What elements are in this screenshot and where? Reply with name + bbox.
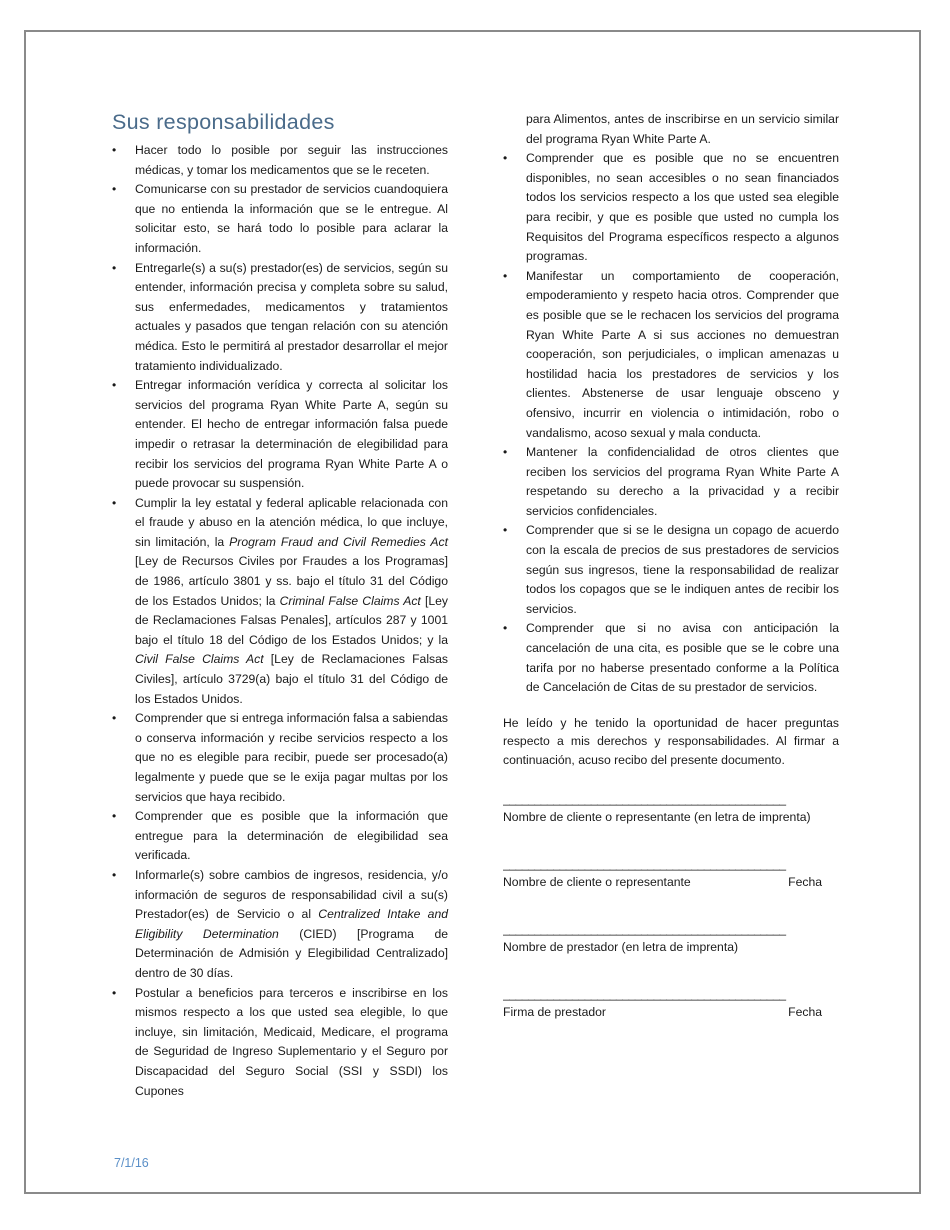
- bullet-item: [112, 866, 448, 984]
- bullet-item: [112, 376, 448, 494]
- bullet-item: [112, 180, 448, 258]
- bullet-item: [112, 709, 448, 807]
- section-heading: Sus responsabilidades: [112, 110, 335, 134]
- bullet-text: Cumplir la ley estatal y federal aplicable relacionada con el fraude y abuso en la atención médica, lo que incluye, sin limitación, la: [135, 495, 448, 549]
- italic-act-name: Criminal False Claims Act: [279, 593, 421, 608]
- bullet-item: [503, 521, 839, 619]
- left-responsibility-list: [112, 141, 448, 1101]
- bullet-text: Comprender que si entrega información falsa a sabiendas o conserva información y recibe servicios respecto a los que no es elegible para recibir, puede ser procesado(a) legalmente y puede que se le exija pagar multas por los servicios que haya recibido.: [135, 711, 448, 804]
- document-page: [24, 30, 921, 1194]
- signature-date-label: Fecha: [788, 875, 822, 890]
- italic-act-name: Centralized Intake and Eligibility Determination: [135, 907, 448, 941]
- bullet-item: [503, 149, 839, 267]
- bullet-text: Comunicarse con su prestador de servicios cuandoquiera que no entienda la información que se le entregue. Al solicitar esto, se hará todo lo posible para aclarar la información.: [135, 182, 448, 255]
- bullet-text: Informarle(s) sobre cambios de ingresos, residencia, y/o información de seguros de responsabilidad civil a su(s) Prestador(es) de Servicio o al: [135, 867, 448, 922]
- bullet-text: Comprender que si no avisa con anticipación la cancelación de una cita, es posible que se le cobre una tarifa por no haberse presentado conforme a la Política de Cancelación de Citas de su prestador de servicios.: [526, 621, 839, 695]
- bullet-text: Entregarle(s) a su(s) prestador(es) de servicios, según su entender, información precisa y completa sobre su salud, sus enfermedades, medicamentos y tratamientos actuales y pasados que tengan relación con su atención médica. Esto le permitirá al prestador desarrollar el mejor tratamiento individualizado.: [135, 260, 448, 373]
- bullet-text: Hacer todo lo posible por seguir las instrucciones médicas, y tomar los medicamentos que se le receten.: [135, 143, 448, 177]
- bullet-text: [Ley de Reclamaciones Falsas Civiles], artículo 3729(a) bajo el título 31 del Código de los Estados Unidos.: [135, 652, 448, 706]
- signature-line: _____________________________________________: [503, 987, 786, 1002]
- signature-label: Nombre de prestador (en letra de imprenta): [503, 940, 739, 955]
- signature-field-2[interactable]: [503, 856, 839, 891]
- acknowledgement-paragraph: He leído y he tenido la oportunidad de hacer preguntas respecto a mis derechos y responsabilidades. Al firmar a continuación, acuso recibo del presente documento.: [503, 715, 839, 767]
- signature-field-3[interactable]: [503, 921, 839, 956]
- right-column: [503, 110, 839, 1021]
- signature-line: _____________________________________________: [503, 792, 786, 807]
- bullet-text: (CIED) [Programa de Determinación de Admisión y Elegibilidad Centralizado] dentro de 30 días.: [135, 926, 448, 980]
- bullet-text: Comprender que es posible que no se encuentren disponibles, no sean accesibles o no sean financiados todos los servicios respecto a los que usted sea elegible para recibir, y que es posible que usted no cumpla los Requisitos del Programa específicos respecto a algunos programas.: [526, 151, 839, 264]
- bullet-item: [503, 443, 839, 521]
- bullet-text: Entregar información verídica y correcta al solicitar los servicios del programa Ryan White Parte A, según su entender. El hecho de entregar información falsa puede impedir o retrasar la determinación de elegibilidad para recibir los servicios del programa Ryan White Parte A o puede provocar su suspensión.: [135, 378, 448, 491]
- italic-act-name: Civil False Claims Act: [135, 652, 264, 667]
- bullet-item: [112, 984, 448, 1102]
- bullet-text: Mantener la confidencialidad de otros clientes que reciben los servicios del programa Ryan White Parte A respetando su derecho a la privacidad y a recibir servicios confidenciales.: [526, 445, 839, 518]
- signature-label: Firma de prestador: [503, 1005, 606, 1020]
- italic-act-name: Program Fraud and Civil Remedies Act: [229, 534, 448, 549]
- bullet-item: [112, 807, 448, 866]
- bullet-item: [112, 259, 448, 377]
- bullet-text: Manifestar un comportamiento de cooperación, empoderamiento y respeto hacia otros. Comprender que es posible que se le rechacen los servicios del programa Ryan White Parte A si sus acciones no demuestran cooperación, son perjudiciales, o implican amenazas u hostilidad hacia los prestadores de servicios y los clientes. Abstenerse de usar lenguaje obsceno y ofensivo, incurrir en violencia o intimidación, robo o vandalismo, acoso sexual y mala conducta.: [526, 268, 839, 440]
- signature-block: [503, 791, 839, 1021]
- left-column: [112, 108, 448, 1101]
- bullet-text: Comprender que si se le designa un copago de acuerdo con la escala de precios de sus prestadores de servicios según sus ingresos, tiene la responsabilidad de realizar todos los copagos que se le indiquen antes de recibir los servicios.: [526, 523, 839, 616]
- bullet-item: [112, 141, 448, 180]
- continued-item-text: para Alimentos, antes de inscribirse en un servicio similar del programa Ryan White Parte A.: [526, 112, 839, 146]
- bullet-item: [503, 267, 839, 443]
- signature-label: Nombre de cliente o representante (en letra de imprenta): [503, 810, 811, 825]
- signature-date-label: Fecha: [788, 1005, 822, 1020]
- bullet-item: [503, 619, 839, 697]
- bullet-item: [112, 494, 448, 710]
- right-responsibility-list: [503, 149, 839, 698]
- signature-field-1[interactable]: [503, 791, 839, 826]
- bullet-text: [Ley de Reclamaciones Falsas Penales], artículos 287 y 1001 bajo el título 18 del Código de los Estados Unidos; y la: [135, 593, 448, 647]
- signature-line: _____________________________________________: [503, 857, 786, 872]
- bullet-text: [Ley de Recursos Civiles por Fraudes a los Programas] de 1986, artículo 3801 y ss. bajo el título 31 del Código de los Estados Unidos; la: [135, 554, 448, 608]
- bullet-text: Postular a beneficios para terceros e inscribirse en los mismos respecto a los que usted sea elegible, lo que incluye, sin limitación, Medicaid, Medicare, el programa de Seguridad de Ingreso Suplementario y el Seguro por Discapacidad del Seguro Social (SSI y SSDI) los Cupones: [135, 985, 448, 1098]
- signature-label: Nombre de cliente o representante: [503, 875, 691, 890]
- footer-date: 7/1/16: [114, 1156, 149, 1170]
- bullet-text: Comprender que es posible que la información que entregue para la determinación de elegibilidad sea verificada.: [135, 809, 448, 863]
- signature-field-4[interactable]: [503, 986, 839, 1021]
- signature-line: _____________________________________________: [503, 922, 786, 937]
